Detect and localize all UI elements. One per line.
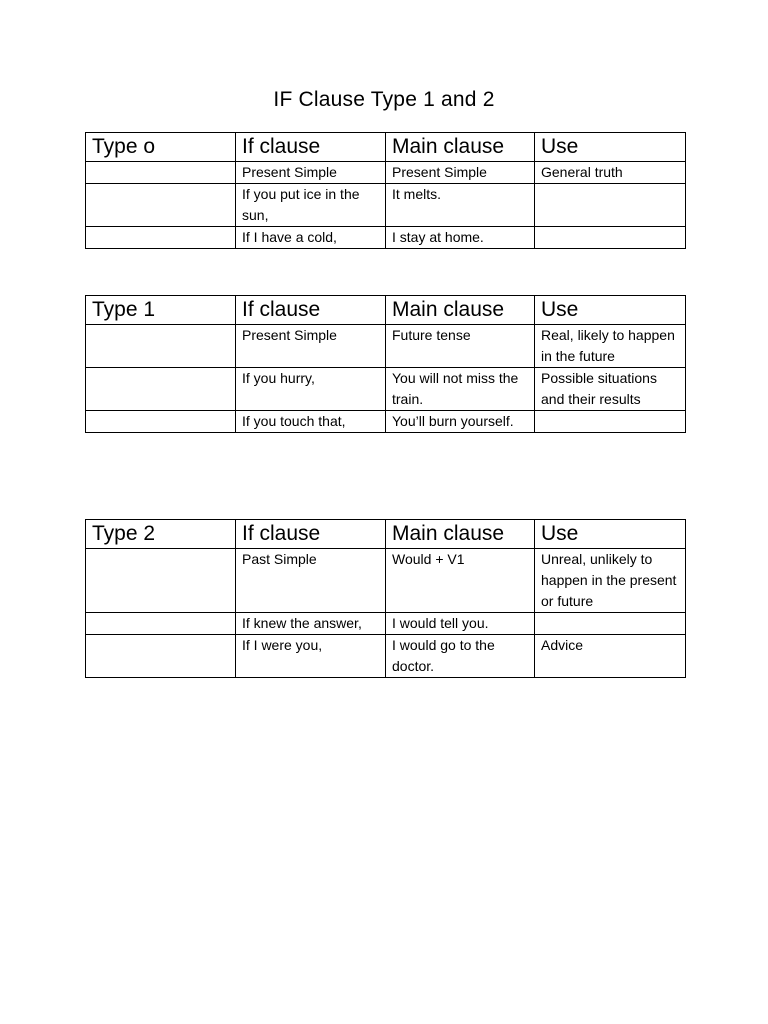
type-2-table (85, 519, 686, 678)
main-clause-header: Main clause (386, 133, 535, 162)
table-row (86, 368, 686, 411)
page-title: IF Clause Type 1 and 2 (273, 88, 495, 111)
type-header: Type o (86, 133, 236, 162)
type-cell (86, 411, 236, 433)
type-cell (86, 184, 236, 227)
table-row (86, 613, 686, 635)
use-cell (535, 613, 686, 635)
type-header: Type 2 (86, 520, 236, 549)
use-cell: General truth (535, 162, 686, 184)
type-cell (86, 368, 236, 411)
table-row (86, 549, 686, 613)
main-clause-cell: I would tell you. (386, 613, 535, 635)
table-row (86, 635, 686, 678)
if-clause-cell: Past Simple (236, 549, 386, 613)
table-header-row (86, 133, 686, 162)
use-cell: Advice (535, 635, 686, 678)
if-clause-cell: If I have a cold, (236, 227, 386, 249)
if-clause-cell: If you hurry, (236, 368, 386, 411)
table-header-row (86, 520, 686, 549)
table-row (86, 325, 686, 368)
main-clause-cell: Present Simple (386, 162, 535, 184)
main-clause-cell: Would + V1 (386, 549, 535, 613)
use-header: Use (535, 296, 686, 325)
use-header: Use (535, 133, 686, 162)
table-row (86, 162, 686, 184)
type-cell (86, 613, 236, 635)
main-clause-cell: I stay at home. (386, 227, 535, 249)
table-row (86, 227, 686, 249)
use-cell (535, 411, 686, 433)
use-header: Use (535, 520, 686, 549)
if-clause-header: If clause (236, 296, 386, 325)
if-clause-cell: If I were you, (236, 635, 386, 678)
if-clause-header: If clause (236, 133, 386, 162)
table-row (86, 411, 686, 433)
main-clause-cell: It melts. (386, 184, 535, 227)
use-cell: Real, likely to happen in the future (535, 325, 686, 368)
type-cell (86, 635, 236, 678)
use-cell: Unreal, unlikely to happen in the present or future (535, 549, 686, 613)
if-clause-cell: If you put ice in the sun, (236, 184, 386, 227)
use-cell (535, 227, 686, 249)
type-cell (86, 162, 236, 184)
use-cell: Possible situations and their results (535, 368, 686, 411)
if-clause-cell: Present Simple (236, 325, 386, 368)
main-clause-cell: You’ll burn yourself. (386, 411, 535, 433)
use-cell (535, 184, 686, 227)
if-clause-cell: If you touch that, (236, 411, 386, 433)
type-1-table (85, 295, 686, 433)
table-row (86, 184, 686, 227)
if-clause-cell: If knew the answer, (236, 613, 386, 635)
if-clause-cell: Present Simple (236, 162, 386, 184)
table-header-row (86, 296, 686, 325)
type-cell (86, 549, 236, 613)
main-clause-header: Main clause (386, 296, 535, 325)
main-clause-cell: I would go to the doctor. (386, 635, 535, 678)
type-0-table (85, 132, 686, 249)
if-clause-header: If clause (236, 520, 386, 549)
type-cell (86, 227, 236, 249)
type-cell (86, 325, 236, 368)
main-clause-cell: You will not miss the train. (386, 368, 535, 411)
main-clause-cell: Future tense (386, 325, 535, 368)
main-clause-header: Main clause (386, 520, 535, 549)
type-header: Type 1 (86, 296, 236, 325)
